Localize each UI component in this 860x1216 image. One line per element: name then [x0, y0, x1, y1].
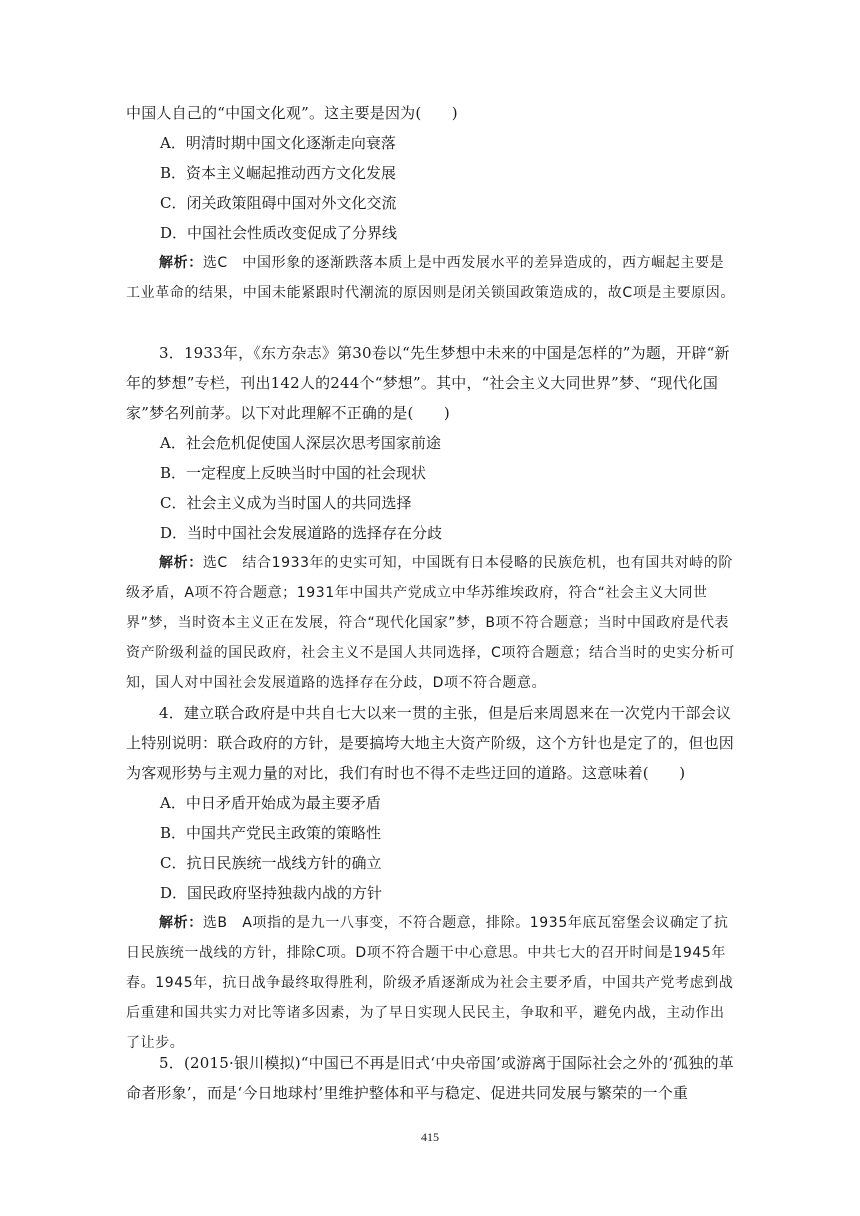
- q2-stem-tail: 中国人自己的“中国文化观”。这主要是因为( ): [126, 104, 458, 122]
- q4-analysis: [126, 908, 738, 1058]
- q2-option-a: A．明清时期中国文化逐渐走向衰落: [160, 134, 396, 152]
- q4-option-d: D．国民政府坚持独裁内战的方针: [160, 884, 383, 902]
- q4-analysis-text: 选B A项指的是九一八事变，不符合题意，排除。1935年底瓦窑堡会议确定了抗日民族统一战线的方针，排除C项。D项不符合题干中心意思。中共七大的召开时间是1945年春。1945年，抗日战争最终取得胜利，阶级矛盾逐渐成为社会主要矛盾，中国共产党考虑到战后重建和国共实力对比等诸多因素，为了早日实现人民民主，争取和平，避免内战，主动作出了让步。: [126, 915, 734, 1051]
- q4-stem: 4．建立联合政府是中共自七大以来一贯的主张，但是后来周恩来在一次党内干部会议上特别说明：联合政府的方针，是要搞垮大地主大资产阶级，这个方针也是定了的，但也因为客观形势与主观力量的对比，我们有时也不得不走些迂回的道路。这意味着( ): [126, 704, 735, 782]
- q3-analysis: [126, 548, 738, 698]
- q2-analysis-label: 解析：: [159, 255, 203, 271]
- q4-option-c: C．抗日民族统一战线方针的确立: [160, 854, 382, 872]
- q3-analysis-label: 解析：: [159, 555, 203, 571]
- q5-stem: 5．(2015·银川模拟)“中国已不再是旧式‘中央帝国’或游离于国际社会之外的‘孤独的革命者形象’，而是‘今日地球村’里维护整体和平与稳定、促进共同发展与繁荣的一个重: [126, 1054, 734, 1102]
- q4-analysis-label: 解析：: [159, 915, 203, 931]
- q2-option-b: B．资本主义崛起推动西方文化发展: [160, 164, 397, 182]
- q3-option-a: A．社会危机促使国人深层次思考国家前途: [160, 434, 441, 452]
- q2-option-c: C．闭关政策阻碍中国对外文化交流: [160, 194, 397, 212]
- page-number: 415: [421, 1130, 439, 1144]
- q2-option-d: D．中国社会性质改变促成了分界线: [160, 224, 398, 242]
- q4-option-b: B．中国共产党民主政策的策略性: [160, 824, 382, 842]
- q3-option-d: D．当时中国社会发展道路的选择存在分歧: [160, 524, 443, 542]
- q3-stem: 3．1933年，《东方杂志》第30卷以“先生梦想中未来的中国是怎样的”为题，开辟“新年的梦想”专栏，刊出142人的244个“梦想”。其中，“社会主义大同世界”梦、“现代化国家”梦名列前茅。以下对此理解不正确的是( ): [126, 344, 730, 422]
- q2-analysis-text: 选C 中国形象的逐渐跌落本质上是中西发展水平的差异造成的，西方崛起主要是工业革命的结果，中国未能紧跟时代潮流的原因则是闭关锁国政策造成的，故C项是主要原因。: [126, 255, 735, 301]
- q3-option-c: C．社会主义成为当时国人的共同选择: [160, 494, 412, 512]
- q2-analysis: [126, 248, 738, 308]
- q4-option-a: A．中日矛盾开始成为最主要矛盾: [160, 794, 381, 812]
- q3-analysis-text: 选C 结合1933年的史实可知，中国既有日本侵略的民族危机，也有国共对峙的阶级矛盾，A项不符合题意；1931年中国共产党成立中华苏维埃政府，符合“社会主义大同世界”梦，当时资本主义正在发展，符合“现代化国家”梦，B项不符合题意；当时中国政府是代表资产阶级利益的国民政府，社会主义不是国人共同选择，C项符合题意；结合当时的史实分析可知，国人对中国社会发展道路的选择存在分歧，D项不符合题意。: [126, 555, 735, 691]
- q3-option-b: B．一定程度上反映当时中国的社会现状: [160, 464, 427, 482]
